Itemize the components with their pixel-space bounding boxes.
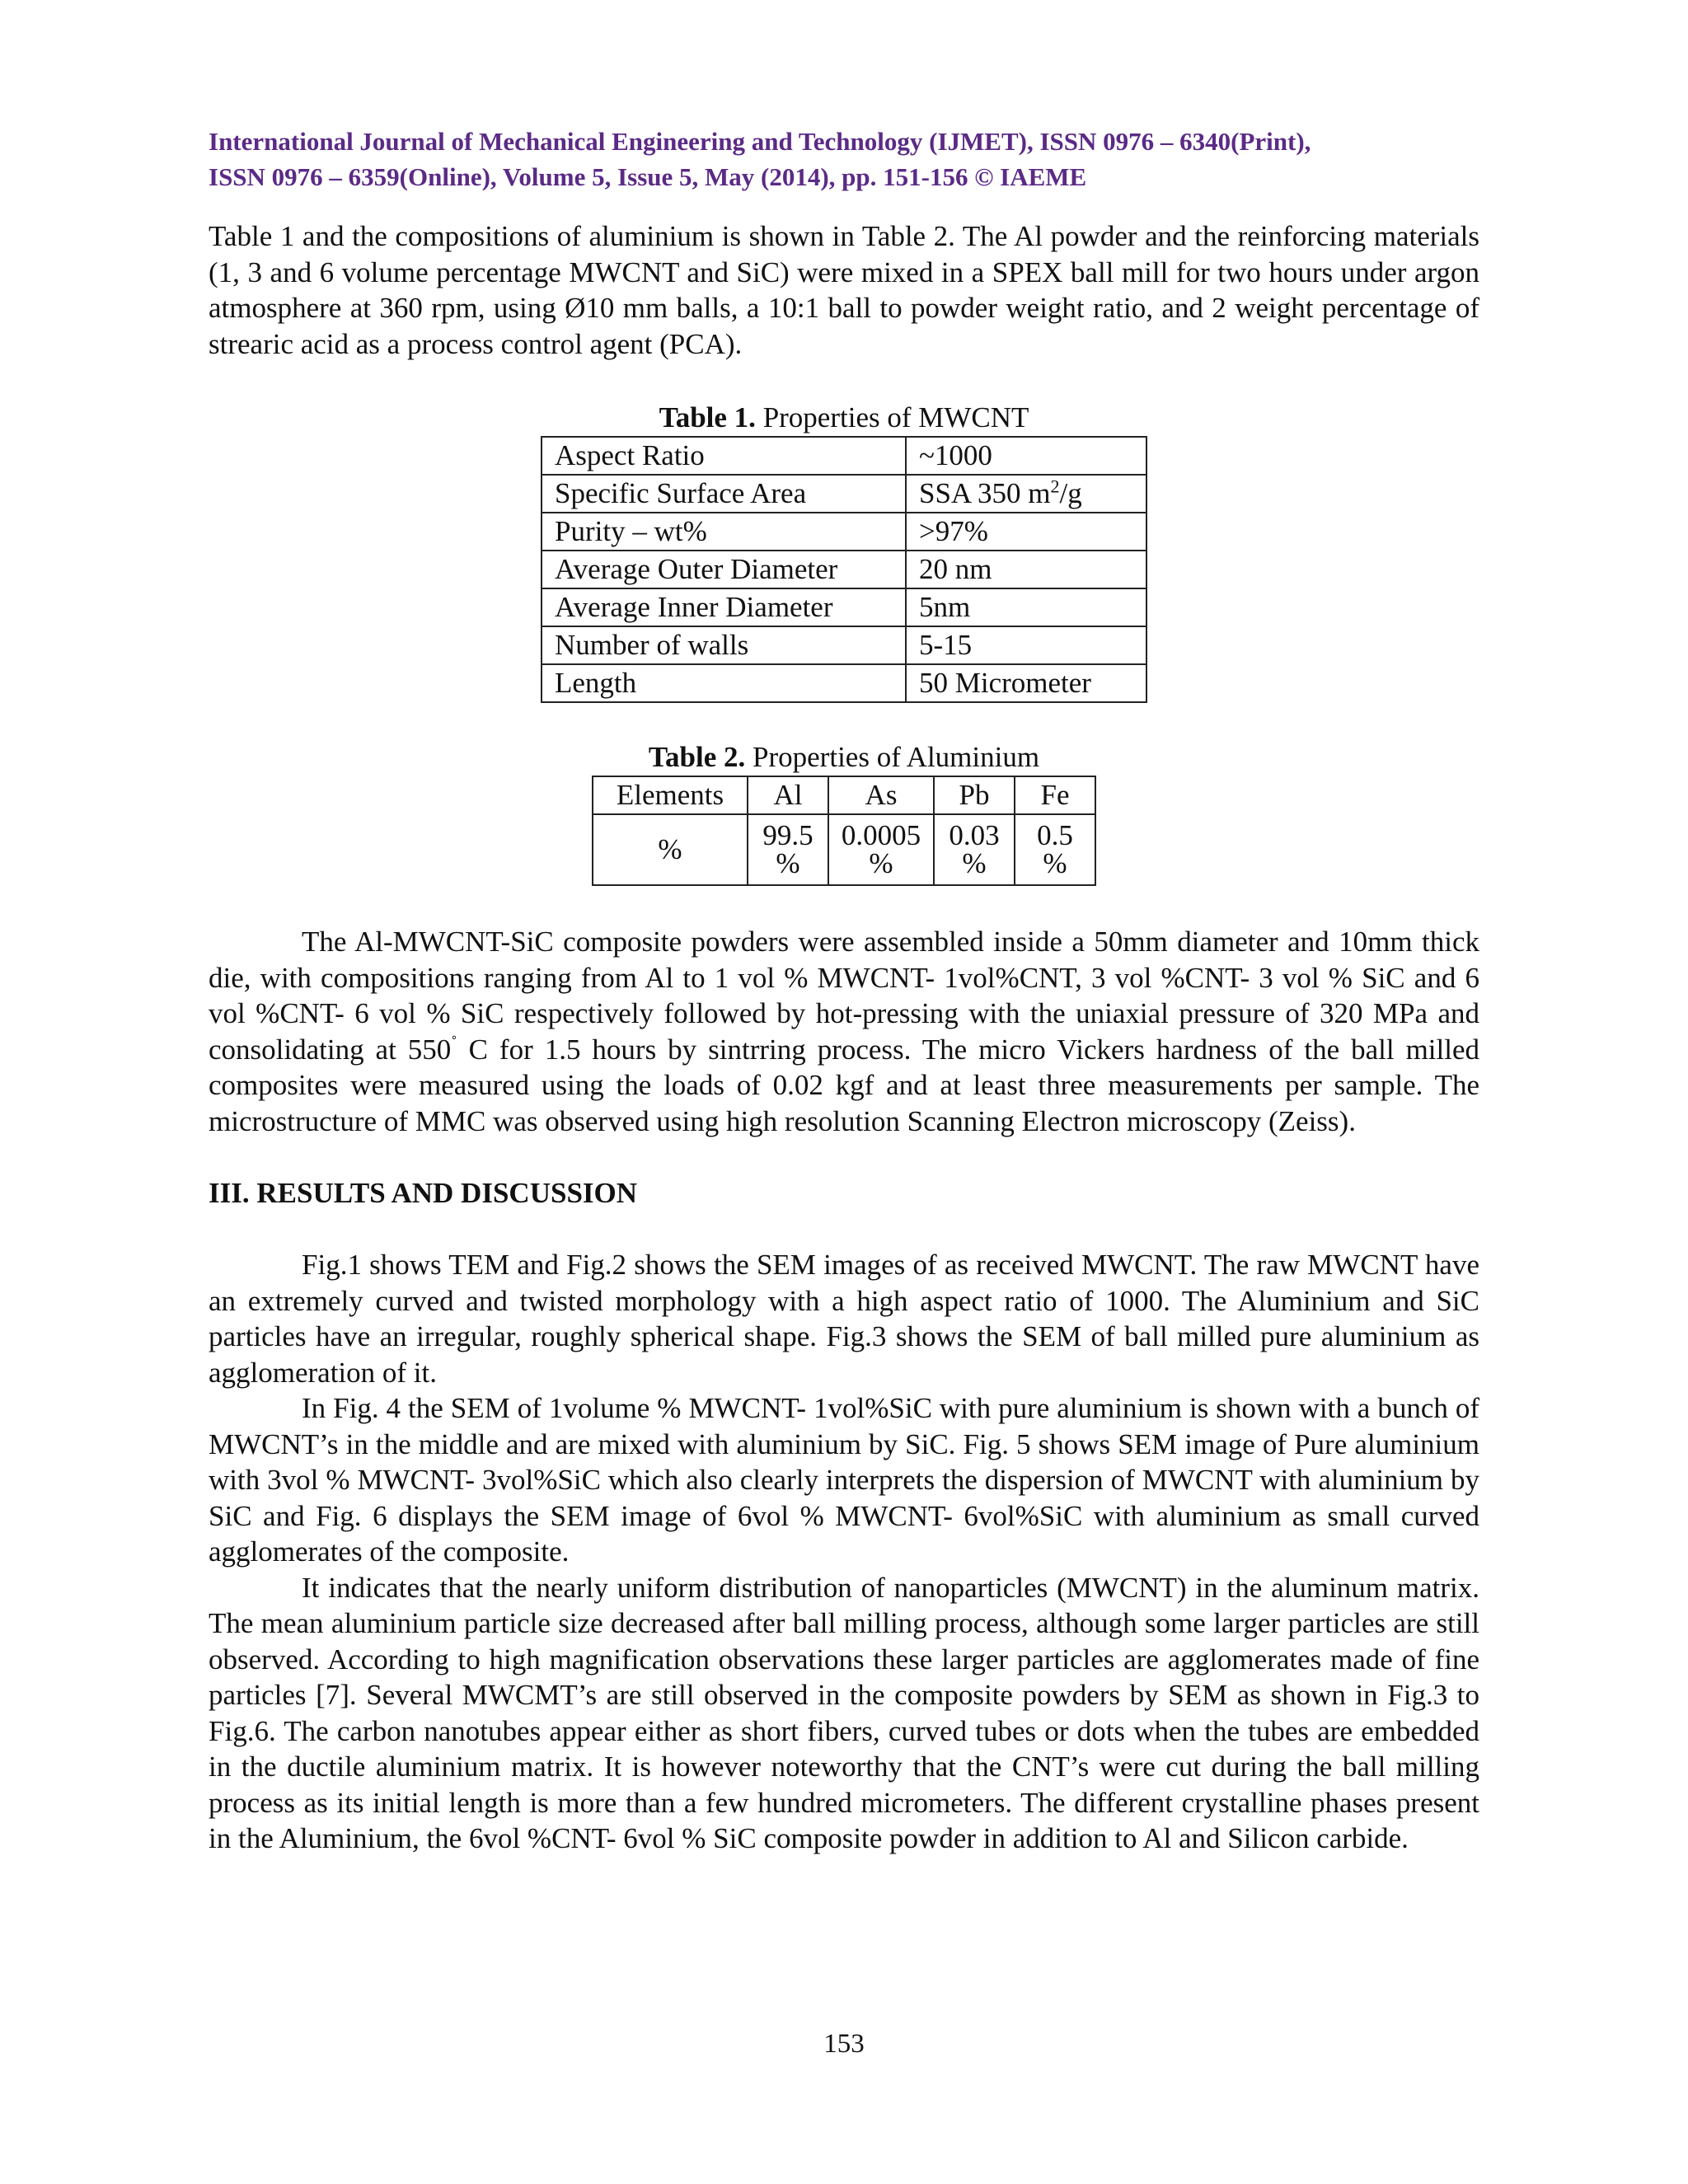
table-row <box>542 437 1146 475</box>
table2-row-label: % <box>593 814 748 885</box>
table1-value: 5-15 <box>906 626 1146 664</box>
table1-caption-text: Properties of MWCNT <box>755 401 1029 434</box>
table1-value: 20 nm <box>906 551 1146 588</box>
paragraph-results-1: Fig.1 shows TEM and Fig.2 shows the SEM images of as received MWCNT. The raw MWCNT have an extremely curved and twisted morphology with a high aspect ratio of 1000. The Aluminium and SiC particles have an irregular, roughly spherical shape. Fig.3 shows the SEM of ball milled pure aluminium as agglomeration of it. <box>209 1249 1479 1389</box>
table-row <box>542 513 1146 551</box>
table1-value: 50 Micrometer <box>906 664 1146 702</box>
table2-cell <box>748 814 828 885</box>
table2-cell-unit: % <box>869 847 893 879</box>
table2-cell-number: 0.0005 <box>841 819 921 851</box>
table1-key: Average Inner Diameter <box>542 588 906 626</box>
journal-header-line-1: International Journal of Mechanical Engineering and Technology (IJMET), ISSN 0976 – 6340(Print), <box>209 127 1311 156</box>
table1-value-suffix: /g <box>1059 477 1082 509</box>
table2-cell-unit: % <box>962 847 987 879</box>
table2-aluminium-properties <box>592 776 1096 886</box>
table2-cell-number: 99.5 <box>762 819 814 851</box>
table2-caption-label: Table 2. <box>648 741 746 773</box>
table1-value-superscript: 2 <box>1050 476 1060 497</box>
table1-key: Specific Surface Area <box>542 475 906 513</box>
table2-cell <box>828 814 934 885</box>
table1-key: Aspect Ratio <box>542 437 906 475</box>
table2-header: Elements <box>593 776 748 814</box>
table-row <box>542 626 1146 664</box>
table2-caption-text: Properties of Aluminium <box>745 741 1040 773</box>
journal-header <box>209 124 1479 194</box>
paragraph-assembly-part1: The Al-MWCNT-SiC composite powders were assembled inside a 50mm diameter and 10mm thick die, with compositions ranging from Al to 1 vol % MWCNT- 1vol%CNT, 3 vol %CNT- 3 vol % SiC and 6 vol %CNT- 6 vol % SiC respectively followed by hot-pressing with the uniaxial pressure of 320 MPa and consolidating at 550 <box>209 926 1479 1066</box>
table1-key: Length <box>542 664 906 702</box>
table1-value: ~1000 <box>906 437 1146 475</box>
table-header-row <box>593 776 1095 814</box>
paragraph-intro: Table 1 and the compositions of aluminium is shown in Table 2. The Al powder and the reinforcing materials (1, 3 and 6 volume percentage MWCNT and SiC) were mixed in a SPEX ball mill for two hours under argon atmosphere at 360 rpm, using Ø10 mm balls, a 10:1 ball to powder weight ratio, and 2 weight percentage of strearic acid as a process control agent (PCA). <box>209 220 1479 360</box>
table2-header: Fe <box>1015 776 1095 814</box>
table-row <box>542 664 1146 702</box>
table2-header: Pb <box>934 776 1015 814</box>
paragraph-results-2: In Fig. 4 the SEM of 1volume % MWCNT- 1vol%SiC with pure aluminium is shown with a bunch of MWCNT’s in the middle and are mixed with aluminium by SiC. Fig. 5 shows SEM image of Pure aluminium with 3vol % MWCNT- 3vol%SiC which also clearly interprets the dispersion of MWCNT with aluminium by SiC and Fig. 6 displays the SEM image of 6vol % MWCNT- 6vol%SiC with aluminium as small curved agglomerates of the composite. <box>209 1392 1479 1568</box>
table1-value: 5nm <box>906 588 1146 626</box>
table1-value: >97% <box>906 513 1146 551</box>
page-content <box>209 124 1479 1857</box>
table2-header: As <box>828 776 934 814</box>
table2-cell-number: 0.5 <box>1037 819 1073 851</box>
table1-caption-label: Table 1. <box>659 401 756 434</box>
table-row <box>542 588 1146 626</box>
table1-value <box>906 475 1146 513</box>
table-row <box>542 551 1146 588</box>
table-row <box>542 475 1146 513</box>
paragraph-results-3: It indicates that the nearly uniform distribution of nanoparticles (MWCNT) in the aluminum matrix. The mean aluminium particle size decreased after ball milling process, although some larger particles are still observed. According to high magnification observations these larger particles are agglomerates made of fine particles [7]. Several MWCMT’s are still observed in the composite powders by SEM as shown in Fig.3 to Fig.6. The carbon nanotubes appear either as short fibers, curved tubes or dots when the tubes are embedded in the ductile aluminium matrix. It is however noteworthy that the CNT’s were cut during the ball milling process as its initial length is more than a few hundred micrometers. The different crystalline phases present in the Aluminium, the 6vol %CNT- 6vol % SiC composite powder in addition to Al and Silicon carbide. <box>209 1571 1479 1854</box>
table1-value-main: SSA 350 m <box>919 477 1051 509</box>
table2-cell-unit: % <box>776 847 800 879</box>
section-heading: III. RESULTS AND DISCUSSION <box>209 1177 638 1209</box>
table2-cell <box>934 814 1015 885</box>
table2-caption <box>209 739 1479 776</box>
table1-key: Purity – wt% <box>542 513 906 551</box>
table2-cell <box>1015 814 1095 885</box>
degree-symbol: ˚ <box>451 1031 457 1052</box>
paragraph-assembly <box>209 924 1479 1139</box>
table1-mwcnt-properties <box>541 436 1147 703</box>
table2-cell-number: 0.03 <box>949 819 1000 851</box>
page-number: 153 <box>823 2029 865 2059</box>
table1-key: Average Outer Diameter <box>542 551 906 588</box>
table2-cell-unit: % <box>1043 847 1067 879</box>
table2-header: Al <box>748 776 828 814</box>
paragraph-assembly-part2: C for 1.5 hours by sintrring process. The micro Vickers hardness of the ball milled composites were measured using the loads of 0.02 kgf and at least three measurements per sample. The microstructure of MMC was observed using high resolution Scanning Electron microscopy (Zeiss). <box>209 1033 1479 1137</box>
table1-caption <box>209 400 1479 436</box>
table1-key: Number of walls <box>542 626 906 664</box>
table-row <box>593 814 1095 885</box>
journal-header-line-2: ISSN 0976 – 6359(Online), Volume 5, Issue 5, May (2014), pp. 151-156 © IAEME <box>209 162 1087 191</box>
